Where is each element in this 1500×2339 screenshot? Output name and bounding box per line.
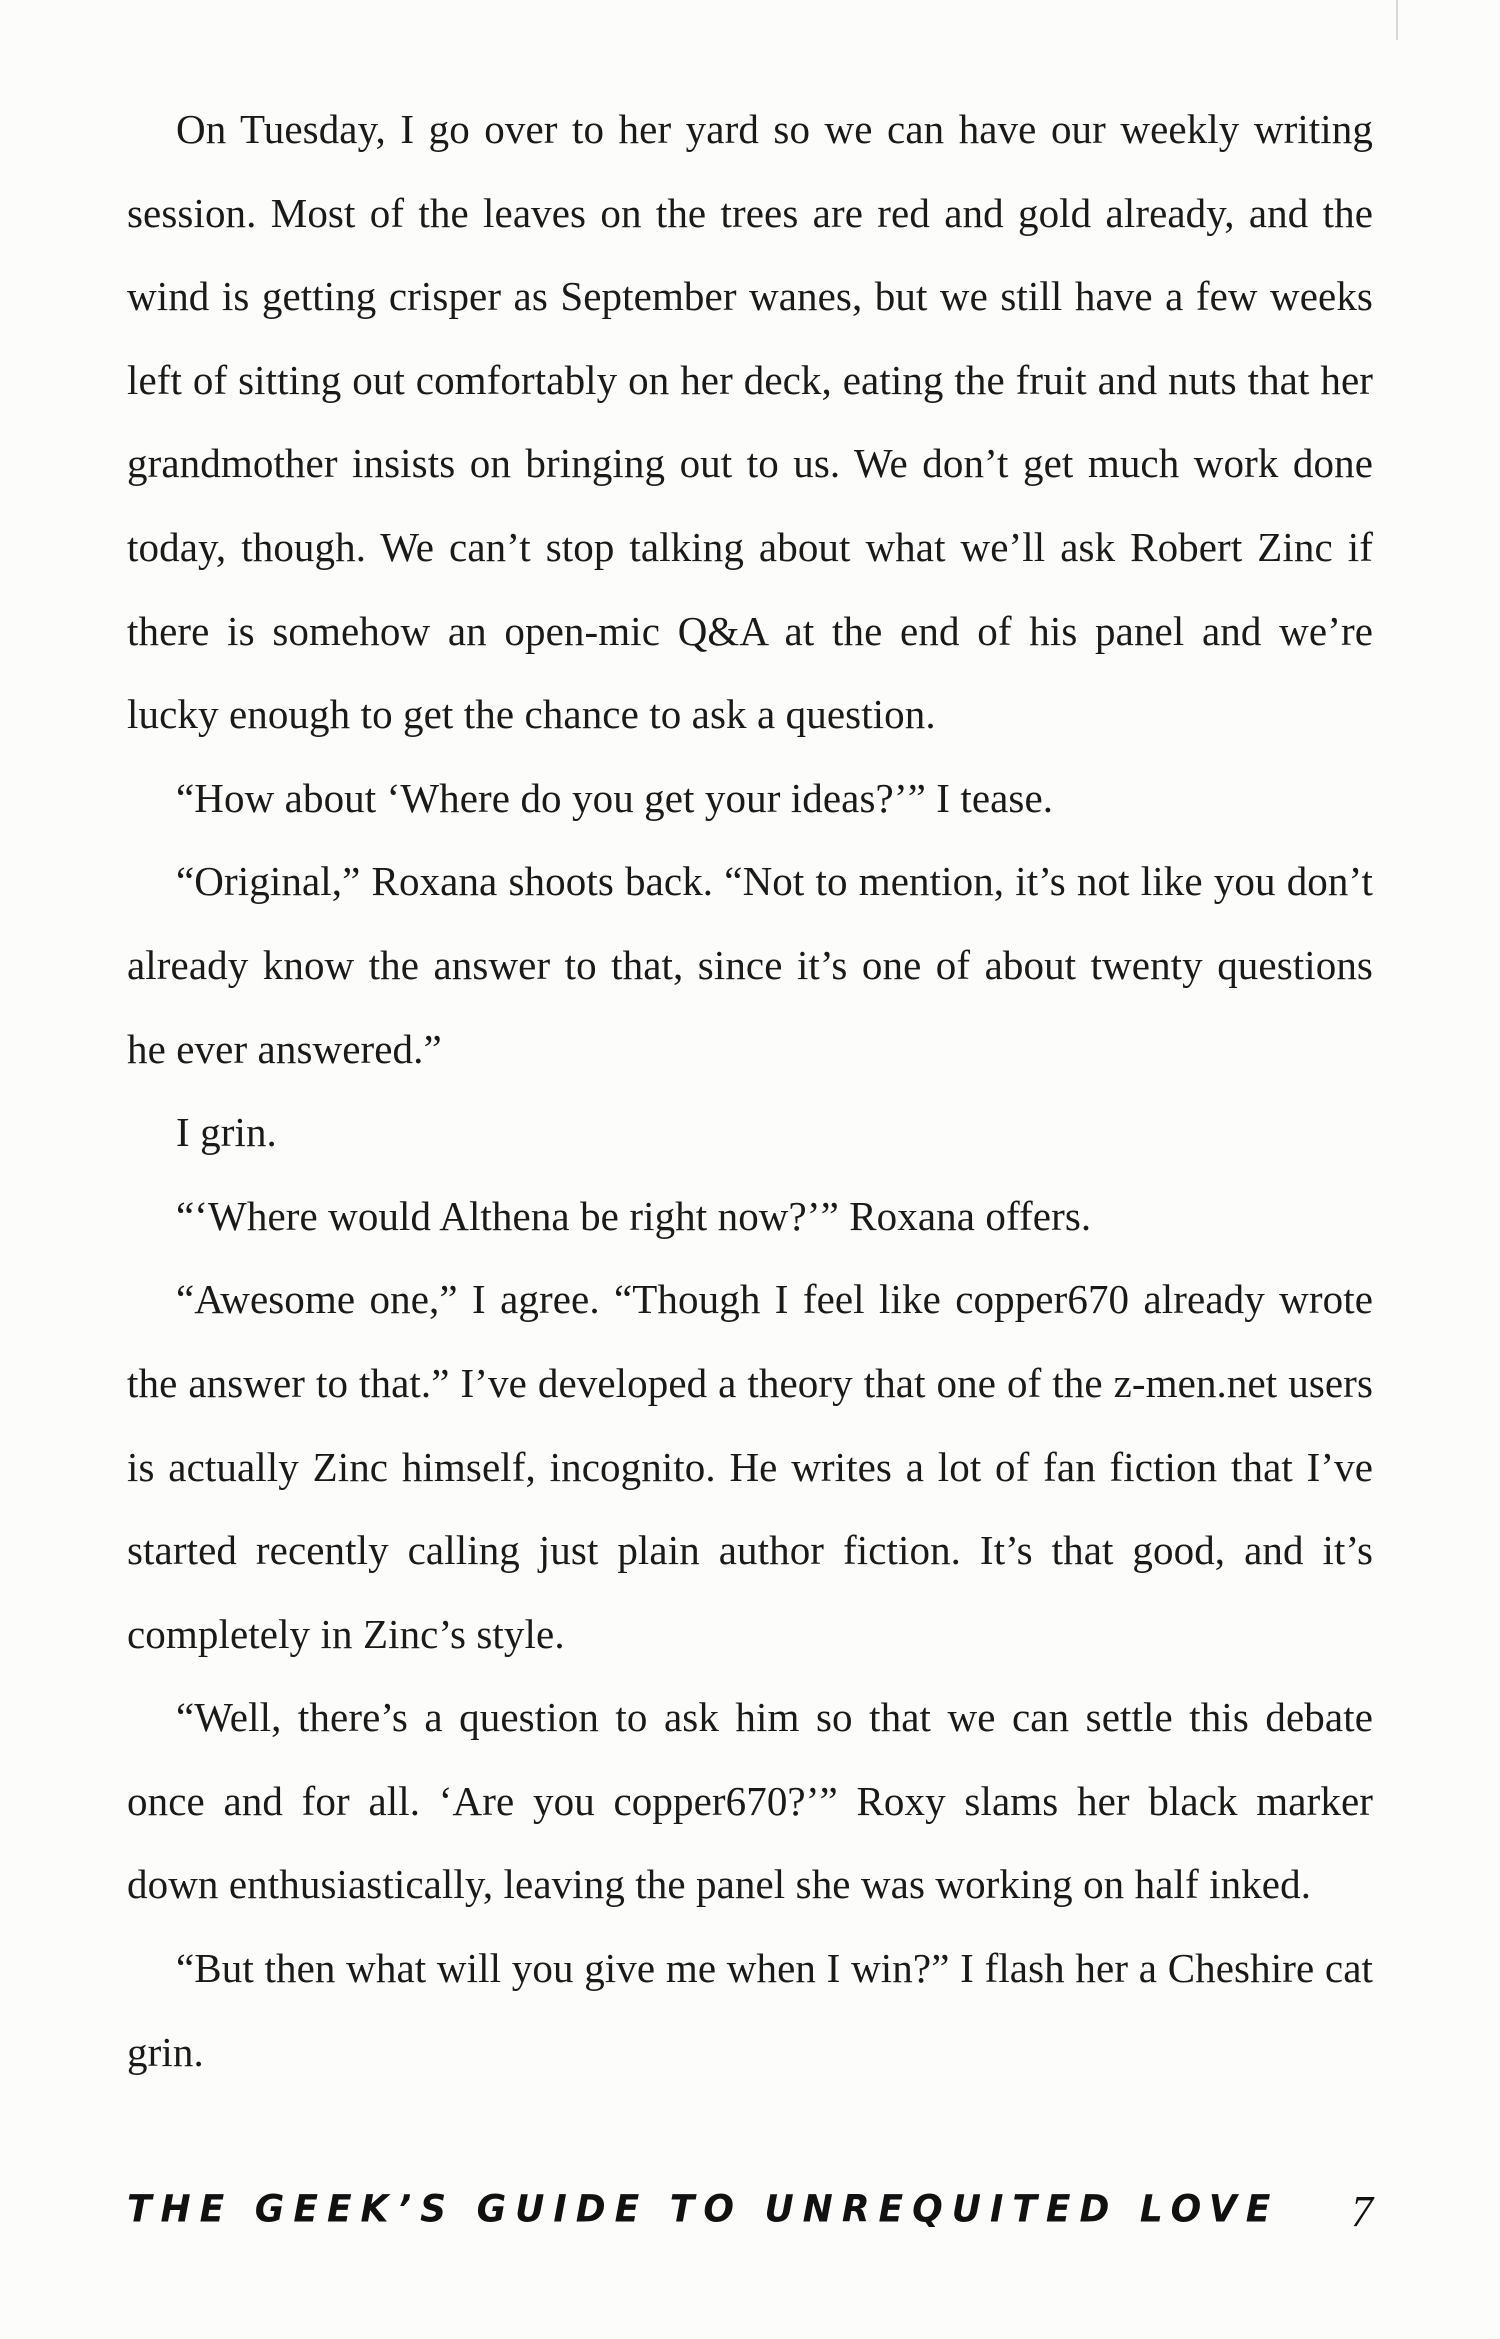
paragraph-8: “But then what will you give me when I win?” I flash her a Cheshire cat grin. xyxy=(127,1945,1373,2075)
paragraph-4: I grin. xyxy=(176,1109,277,1156)
paragraph-5: “‘Where would Althena be right now?’” Roxana offers. xyxy=(176,1192,1092,1239)
paragraph-2: “How about ‘Where do you get your ideas?’” I tease. xyxy=(176,774,1054,821)
paragraph-3: “Original,” Roxana shoots back. “Not to mention, it’s not like you don’t already know the answer to that, since it’s one of about twenty questions he ever answered.” xyxy=(127,858,1373,1072)
paragraph-6: “Awesome one,” I agree. “Though I feel like copper670 already wrote the answer to that.” I’ve developed a theory that one of the z-men.net users is actually Zinc himself, incognito. He writes a lot of fan fiction that I’ve started recently calling just plain author fiction. It’s that good, and it’s completely in Zinc’s style. xyxy=(127,1276,1373,1657)
page-footer xyxy=(127,2188,1373,2248)
page-number: 7 xyxy=(1351,2187,1373,2236)
body-text xyxy=(127,88,1373,2094)
paragraph-7: “Well, there’s a question to ask him so that we can settle this debate once and for all. ‘Are you copper670?’” Roxy slams her black marker down enthusiastically, leaving the panel she was working on half inked. xyxy=(127,1694,1373,1908)
running-title: THE GEEK’S GUIDE TO UNREQUITED LOVE xyxy=(127,2188,1280,2232)
page-edge-mark xyxy=(1396,0,1398,40)
paragraph-1: On Tuesday, I go over to her yard so we can have our weekly writing session. Most of the leaves on the trees are red and gold already, and the wind is getting crisper as September wanes, but we still have a few weeks left of sitting out comfortably on her deck, eating the fruit and nuts that her grandmother insists on bringing out to us. We don’t get much work done today, though. We can’t stop talking about what we’ll ask Robert Zinc if there is somehow an open-mic Q&A at the end of his panel and we’re lucky enough to get the chance to ask a question. xyxy=(127,106,1373,738)
